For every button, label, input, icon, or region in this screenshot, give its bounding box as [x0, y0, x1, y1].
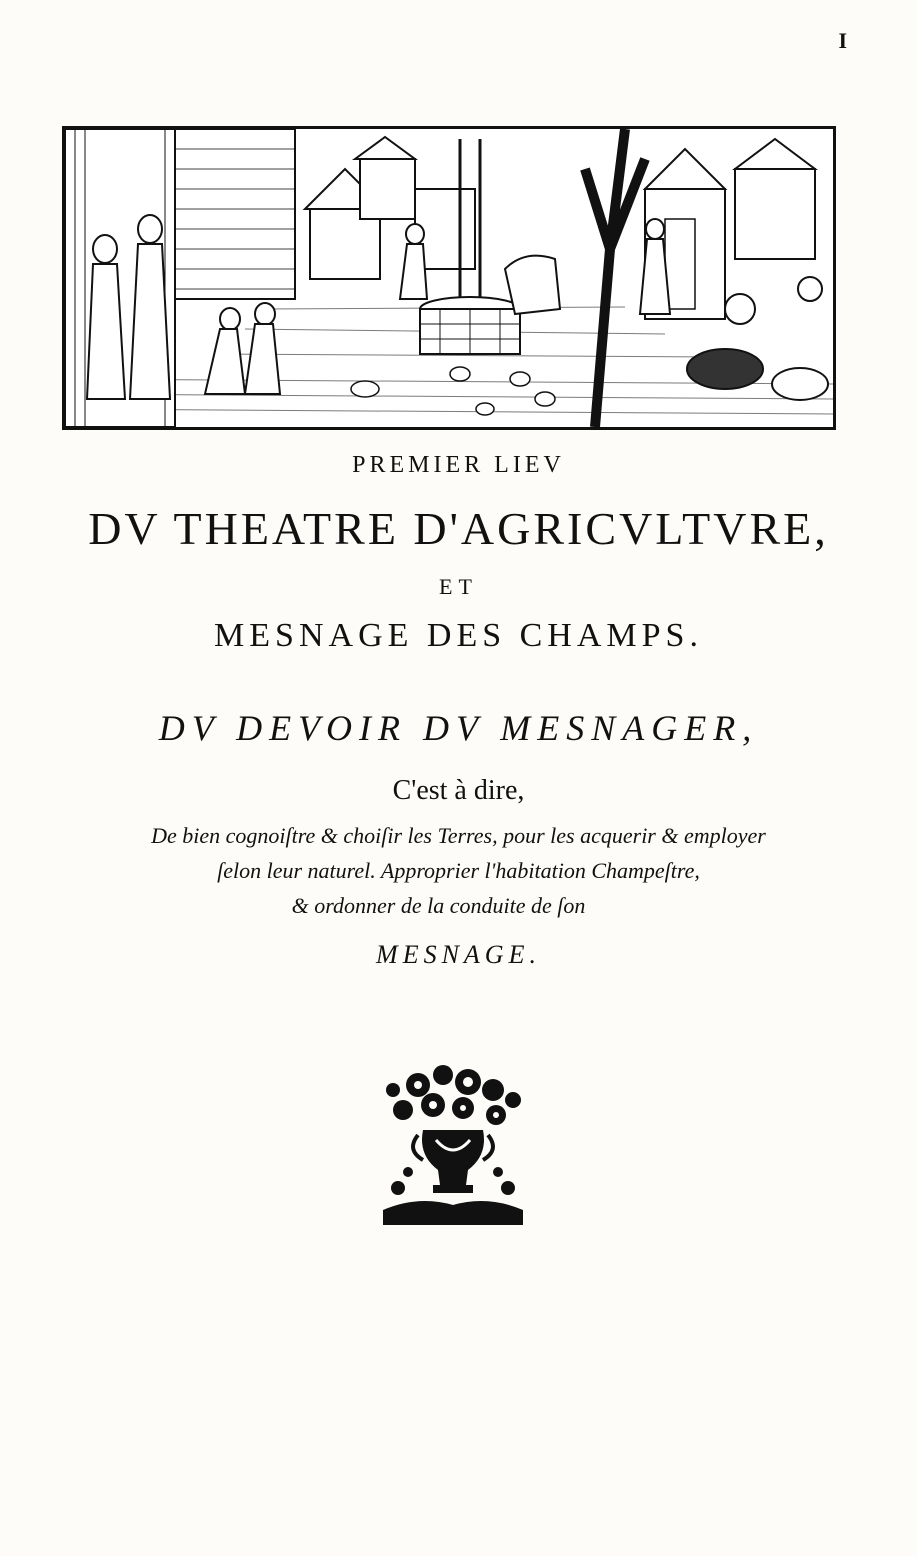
title-line-main: DV THEATRE D'AGRICVLTVRE,: [88, 503, 829, 554]
subtitle-heading: DV DEVOIR DV MESNAGER,: [158, 708, 759, 748]
title-line-conjunction: ET: [439, 574, 478, 599]
subtitle-intro: C'est à dire,: [392, 775, 525, 806]
closing-word: MESNAGE.: [376, 940, 541, 969]
description-line-3: & ordonner de la conduite de ſon: [291, 893, 586, 918]
page-number: I: [838, 28, 847, 53]
description-line-2: ſelon leur naturel. Approprier l'habitation Champeſtre,: [217, 858, 700, 883]
title-line-premier-lieu: PREMIER LIEV: [352, 452, 565, 478]
description-line-1: De bien cognoiſtre & choiſir les Terres, pour les acquerir & employer: [151, 823, 766, 848]
farmyard-woodcut-icon: [62, 126, 836, 430]
flower-vase-ornament-icon: [378, 1060, 528, 1228]
title-line-mesnage: MESNAGE DES CHAMPS.: [214, 617, 703, 654]
